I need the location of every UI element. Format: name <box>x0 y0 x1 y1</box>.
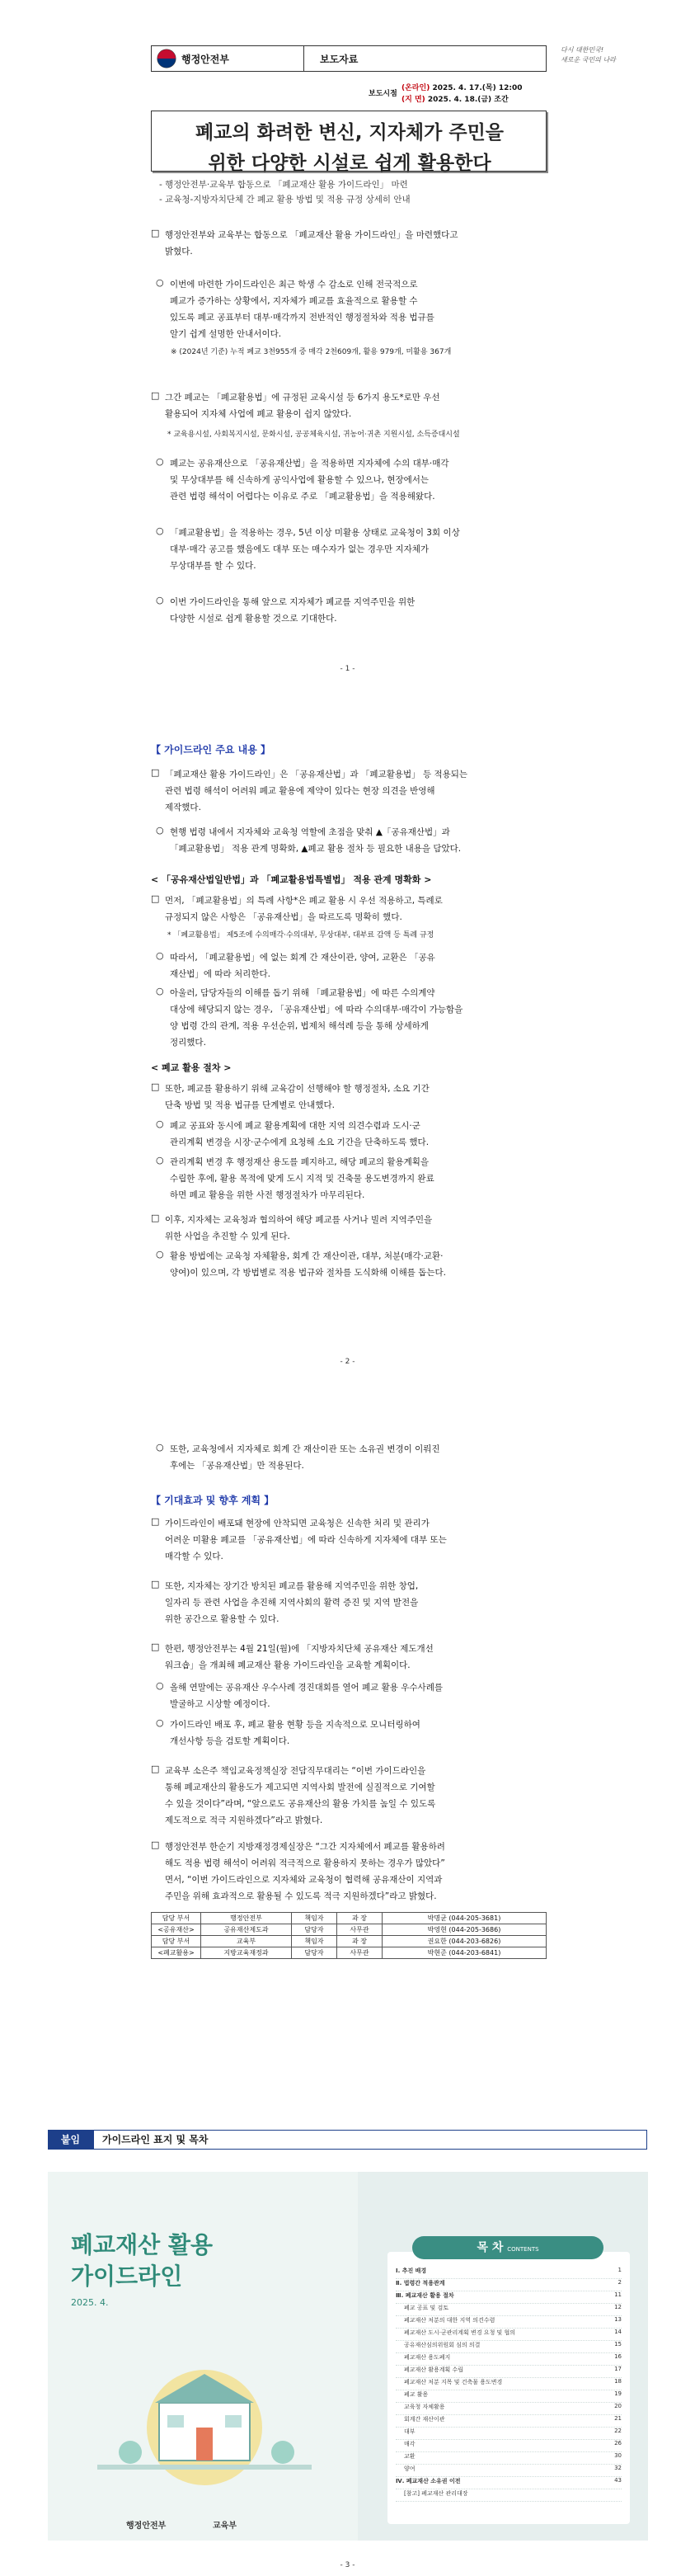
circle-bullet-icon: ○ <box>156 456 164 467</box>
contact-cell: 박현준 (044-203-6841) <box>383 1947 547 1959</box>
embargo-online <box>402 82 523 92</box>
contact-cell: 담당자 <box>292 1924 337 1936</box>
school-illustration-icon <box>81 2329 328 2494</box>
slogan-line-2: 새로운 국민의 나라 <box>561 56 616 64</box>
government-emblem-icon <box>157 49 176 68</box>
p3-2-line: 매각할 수 있다. <box>165 1552 223 1561</box>
circle-bullet-icon: ○ <box>156 1118 164 1129</box>
toc-title: 목 차 <box>477 2241 504 2254</box>
p3-paragraph <box>165 389 552 422</box>
toc-item-page: 26 <box>614 2440 622 2446</box>
contact-cell: 사무관 <box>337 1924 383 1936</box>
toc-item <box>396 2465 622 2477</box>
p3-5-line: 발굴하고 시상할 예정이다. <box>170 1699 270 1709</box>
p2-7-line: 관리계획 변경을 시장·군수에게 요청해 소요 기간을 단축하도록 했다. <box>170 1137 430 1147</box>
p3-3-paragraph <box>165 1578 552 1627</box>
square-bullet-icon: □ <box>151 228 160 238</box>
contact-cell: 과 장 <box>337 1936 383 1947</box>
table-row <box>152 1913 547 1924</box>
p3-line: 그간 폐교는 「폐교활용법」에 규정된 교육시설 등 6가지 용도*로만 우선 <box>165 393 440 403</box>
toc-item-label: 폐교재산 용도폐지 <box>404 2354 451 2361</box>
toc-item-page: 43 <box>614 2477 622 2484</box>
toc-item-page: 11 <box>614 2291 622 2298</box>
p4-line: 및 무상대부를 해 신속하게 공익사업에 활용할 수 있으나, 현장에서는 <box>170 475 430 485</box>
toc-item-label: 폐교재산 처분 지목 및 건축물 용도변경 <box>404 2379 503 2385</box>
contact-table <box>151 1912 547 1959</box>
subtitle-2: - 교육청-지방자치단체 간 폐교 활용 방법 및 적용 규정 상세히 안내 <box>159 195 411 205</box>
p2-4-line: 따라서, 「폐교활용법」에 없는 회계 간 재산이관, 양여, 교환은 「공유 <box>170 953 435 963</box>
p3-8-line: 면서, “이번 가이드라인으로 지자체와 교육청이 협력해 공유재산이 지역과 <box>165 1875 443 1885</box>
contact-cell: <공유재산> <box>152 1924 201 1936</box>
p2-10-line: 활용 방법에는 교육청 자체활용, 회계 간 재산이관, 대부, 처분(매각·교환· <box>170 1251 444 1261</box>
contact-cell: 행정안전부 <box>201 1913 292 1924</box>
p2-9-paragraph <box>165 1212 552 1245</box>
toc-item-label: 교환 <box>404 2453 416 2460</box>
embargo-label: 보도시점 <box>369 90 397 98</box>
p2-10-line: 양여)이 있으며, 각 방법별로 적용 법규와 절차를 도식화해 이해를 돕는다. <box>170 1268 446 1278</box>
p6-line: 다양한 시설로 쉽게 활용할 것으로 기대한다. <box>170 614 337 624</box>
p3-6-paragraph <box>170 1717 553 1750</box>
p2-5-paragraph <box>170 985 553 1051</box>
p2-8-line: 수립한 후에, 활용 목적에 맞게 도시 지적 및 건축물 용도변경까지 완료 <box>170 1174 434 1184</box>
p3-5-paragraph <box>170 1679 553 1712</box>
square-bullet-icon: □ <box>151 1081 160 1092</box>
p2-10-paragraph <box>170 1248 553 1281</box>
contact-cell: 박명균 (044-205-3681) <box>383 1913 547 1924</box>
online-date: 2025. 4. 17.(목) 12:00 <box>432 84 523 92</box>
toc-item-page: 17 <box>614 2366 622 2372</box>
p3-2-paragraph <box>165 1515 552 1565</box>
toc-item <box>396 2329 622 2341</box>
paper-tag: (지 면) <box>402 96 425 104</box>
contact-cell: <폐교활용> <box>152 1947 201 1959</box>
toc-item-page: 20 <box>614 2403 622 2409</box>
circle-bullet-icon: ○ <box>156 1249 164 1260</box>
p2-1-line: 「폐교재산 활용 가이드라인」은 「공유재산법」과 「폐교활용법」 등 적용되는 <box>165 770 468 779</box>
cover-date: 2025. 4. <box>71 2297 109 2308</box>
contact-cell: 책임자 <box>292 1936 337 1947</box>
circle-bullet-icon: ○ <box>156 825 164 836</box>
contact-cell: 지방교육재정과 <box>201 1947 292 1959</box>
p3-4-paragraph <box>165 1641 552 1674</box>
toc-item-page: 16 <box>614 2353 622 2360</box>
subtitle-1: - 행정안전부·교육부 합동으로 「폐교재산 활용 가이드라인」 마련 <box>159 180 408 190</box>
toc-item <box>396 2428 622 2440</box>
p3-7-line: 통해 폐교재산의 활용도가 제고되면 지역사회 발전에 실질적으로 기여할 <box>165 1782 435 1792</box>
title-line-2: 위한 다양한 시설로 쉽게 활용한다 <box>208 153 491 174</box>
paper-date: 2025. 4. 18.(금) 조간 <box>427 96 509 104</box>
contact-cell: 교육부 <box>201 1936 292 1947</box>
p2-1-line: 제작했다. <box>165 803 201 812</box>
p3-2-line: 어려운 미활용 폐교를 「공유재산법」에 따라 신속하게 지자체에 대부 또는 <box>165 1535 447 1545</box>
toc-item <box>396 2415 622 2428</box>
contact-cell: 담당 부서 <box>152 1913 201 1924</box>
cover-org-2: 교육부 <box>213 2522 237 2531</box>
toc-item-page: 30 <box>614 2452 622 2459</box>
toc-item-label: 폐교재산 도시·군관리계획 변경 요청 및 협의 <box>404 2329 516 2336</box>
p2-line: 폐교가 증가하는 상황에서, 지자체가 폐교를 효율적으로 활용할 수 <box>170 296 418 306</box>
p2-9-line: 위한 사업을 추진할 수 있게 된다. <box>165 1231 290 1241</box>
toc-item <box>396 2390 622 2403</box>
square-bullet-icon: □ <box>151 1764 160 1774</box>
circle-bullet-icon: ○ <box>156 1717 164 1728</box>
toc-item-label: 폐교 활용 <box>404 2391 429 2398</box>
p3-7-line: 제도적으로 적극 지원하겠다”라고 밝혔다. <box>165 1815 323 1825</box>
cover-org-1: 행정안전부 <box>126 2522 167 2531</box>
p2-6-paragraph <box>165 1081 552 1114</box>
toc-item-page: 21 <box>614 2415 622 2422</box>
toc-item-label: 대부 <box>404 2428 416 2435</box>
toc-item-page: 1 <box>618 2267 622 2273</box>
p2-8-line: 하면 폐교 활용을 위한 사전 행정절차가 마무리된다. <box>170 1190 365 1200</box>
section-heading-main-content: 【 가이드라인 주요 내용 】 <box>151 744 271 756</box>
header-divider <box>303 45 304 72</box>
toc-item-label: Ⅳ. 폐교재산 소유권 이전 <box>396 2478 461 2484</box>
toc-item <box>396 2353 622 2366</box>
contact-cell: 담당자 <box>292 1947 337 1959</box>
online-tag: (온라인) <box>402 84 430 92</box>
square-bullet-icon: □ <box>151 1839 160 1850</box>
p3-3-line: 또한, 지자체는 장기간 방치된 폐교를 활용해 지역주민을 위한 창업, <box>165 1581 419 1591</box>
toc-item-page: 2 <box>618 2279 622 2286</box>
table-row <box>152 1924 547 1936</box>
table-row <box>152 1936 547 1947</box>
square-bullet-icon: □ <box>151 390 160 401</box>
contact-cell: 사무관 <box>337 1947 383 1959</box>
toc-heading <box>412 2236 603 2259</box>
p2-4-line: 재산법」에 따라 처리한다. <box>170 969 270 979</box>
section-heading-effects: 【 기대효과 및 향후 계획 】 <box>151 1495 275 1506</box>
guideline-cover <box>48 2172 358 2541</box>
contact-cell: 권요한 (044-203-6826) <box>383 1936 547 1947</box>
note-3: * 「폐교활용법」 제5조에 수의매각·수의대부, 무상대부, 대부료 감액 등 특례 규정 <box>167 931 434 940</box>
toc-item <box>396 2378 622 2390</box>
cover-title-2: 가이드라인 <box>71 2263 183 2290</box>
p3-7-line: 수 있을 것이다”라며, “앞으로도 공유재산의 활용 가치를 높일 수 있도록 <box>165 1799 436 1809</box>
toc-item <box>396 2341 622 2353</box>
p5-paragraph <box>170 525 553 574</box>
toc-item <box>396 2440 622 2452</box>
p1-line: 행정안전부와 교육부는 합동으로 「폐교재산 활용 가이드라인」을 마련했다고 <box>165 230 458 240</box>
toc-item <box>396 2304 622 2316</box>
p2-5-line: 아울러, 담당자들의 이해를 돕기 위해 「폐교활용법」에 따른 수의계약 <box>170 988 435 998</box>
title-line-1: 폐교의 화려한 변신, 지자체가 주민을 <box>195 122 505 144</box>
p2-1-line: 관련 법령 해석이 어려워 폐교 활용에 제약이 있다는 현장 의견을 반영해 <box>165 786 435 796</box>
p3-8-line: 해도 적용 법령 해석이 어려워 적극적으로 활용하지 못하는 경우가 많았다” <box>165 1858 445 1868</box>
p2-7-line: 폐교 공표와 동시에 폐교 활용계획에 대한 지역 의견수렴과 도시·군 <box>170 1121 420 1131</box>
p1-line: 밝혔다. <box>165 247 193 257</box>
square-bullet-icon: □ <box>151 893 160 904</box>
toc-item <box>396 2452 622 2465</box>
p2-paragraph <box>170 276 553 342</box>
toc-item <box>396 2477 622 2489</box>
p5-line: 대부·매각 공고를 했음에도 대부 또는 매수자가 없는 경우만 지자체가 <box>170 544 430 554</box>
toc-item-page: 19 <box>614 2390 622 2397</box>
contact-cell: 담당 부서 <box>152 1936 201 1947</box>
page-number-2: - 2 - <box>340 1358 355 1366</box>
p3-8-line: 행정안전부 한순기 지방재정경제실장은 “그간 지자체에서 폐교를 활용하려 <box>165 1842 445 1852</box>
toc-item-label: 교육청 자체활용 <box>404 2404 445 2410</box>
circle-bullet-icon: ○ <box>156 986 164 996</box>
toc-item <box>396 2291 622 2304</box>
p2-5-line: 양 법령 간의 관계, 적용 우선순위, 법제처 해석례 등을 통해 상세하게 <box>170 1021 429 1031</box>
p5-line: 무상대부를 할 수 있다. <box>170 561 256 571</box>
p3-3-line: 위한 공간으로 활용할 수 있다. <box>165 1614 279 1624</box>
p2-8-paragraph <box>170 1154 553 1203</box>
note-1: ※ (2024년 기준) 누적 폐교 3천955개 중 매각 2천609개, 활용 979개, 미활용 367개 <box>171 348 452 356</box>
p4-line: 관련 법령 해석이 어렵다는 이유로 주로 「폐교활용법」을 적용해왔다. <box>170 492 435 502</box>
square-bullet-icon: □ <box>151 1516 160 1527</box>
embargo-paper <box>402 93 509 104</box>
p2-2-line: 「폐교활용법」 적용 관계 명확화, ▲폐교 활용 절차 등 필요한 내용을 담았다. <box>170 844 462 854</box>
circle-bullet-icon: ○ <box>156 277 164 288</box>
toc-item-page: 14 <box>614 2329 622 2335</box>
appendix-tag: 붙임 <box>48 2130 93 2150</box>
p3-1-line: 또한, 교육청에서 지자체로 회계 간 재산이관 또는 소유권 변경이 이뤄진 <box>170 1444 440 1454</box>
p2-6-line: 단축 방법 및 적용 법규를 단계별로 안내했다. <box>165 1100 335 1110</box>
p2-9-line: 이후, 지자체는 교육청과 협의하여 해당 폐교를 사거나 빌려 지역주민을 <box>165 1215 433 1225</box>
subheading-law-relation: < 「공유재산법일반법」과 「폐교활용법특별법」 적용 관계 명확화 > <box>151 874 432 885</box>
p3-4-line: 워크숍」을 개최해 폐교재산 활용 가이드라인을 교육할 계획이다. <box>165 1660 411 1670</box>
p2-2-paragraph <box>170 824 553 857</box>
p3-5-line: 올해 연말에는 공유재산 우수사례 경진대회를 열어 폐교 활용 우수사례를 <box>170 1683 443 1693</box>
toc-item-page: 15 <box>614 2341 622 2348</box>
p3-1-paragraph <box>170 1441 553 1474</box>
note-2: * 교육용시설, 사회복지시설, 문화시설, 공공체육시설, 귀농어·귀촌 지원시설, 소득증대시설 <box>167 431 460 439</box>
p5-line: 「폐교활용법」을 적용하는 경우, 5년 이상 미활용 상태로 교육청이 3회 이상 <box>170 528 460 538</box>
p6-line: 이번 가이드라인을 통해 앞으로 지자체가 폐교를 지역주민을 위한 <box>170 597 416 607</box>
p3-8-line: 주민을 위해 효과적으로 활용될 수 있도록 적극 지원하겠다”라고 밝혔다. <box>165 1891 437 1901</box>
toc-item <box>396 2366 622 2378</box>
toc-item-page: 32 <box>614 2465 622 2471</box>
circle-bullet-icon: ○ <box>156 950 164 961</box>
p3-1-line: 후에는 「공유재산법」만 적용된다. <box>170 1461 304 1471</box>
p3-6-line: 가이드라인 배포 후, 폐교 활용 현황 등을 지속적으로 모니터링하여 <box>170 1720 420 1730</box>
title-box <box>151 111 547 172</box>
p2-6-line: 또한, 폐교를 활용하기 위해 교육감이 선행해야 할 행정절차, 소요 기간 <box>165 1084 430 1094</box>
p2-line: 알기 쉽게 설명한 안내서이다. <box>170 329 282 339</box>
page-number-1: - 1 - <box>340 665 355 673</box>
p3-8-paragraph <box>165 1839 552 1905</box>
p3-7-paragraph <box>165 1763 552 1829</box>
toc-item <box>396 2279 622 2291</box>
p2-7-paragraph <box>170 1118 553 1151</box>
circle-bullet-icon: ○ <box>156 1442 164 1453</box>
p2-5-line: 정리했다. <box>170 1038 206 1048</box>
p2-4-paragraph <box>170 949 553 982</box>
toc-item <box>396 2316 622 2329</box>
subheading-procedure: < 폐교 활용 절차 > <box>151 1062 232 1073</box>
page-number-3: - 3 - <box>340 2561 355 2569</box>
p2-line: 이번에 마련한 가이드라인은 최근 학생 수 감소로 인해 전국적으로 <box>170 280 418 290</box>
p2-3-line: 규정되지 않은 사항은 「공유재산법」을 따르도록 명확히 했다. <box>165 912 402 922</box>
table-row <box>152 1947 547 1959</box>
toc-item <box>396 2403 622 2415</box>
toc-item-label: 공유재산심의위원회 심의 의결 <box>404 2342 481 2348</box>
cover-title-1: 폐교재산 활용 <box>71 2231 214 2258</box>
toc-list <box>396 2267 622 2502</box>
toc-item-label: 폐교재산 처분의 대한 지역 의견수렴 <box>404 2317 495 2324</box>
p2-line: 있도록 폐교 공표부터 대부·매각까지 전반적인 행정절차와 적용 법규를 <box>170 313 434 323</box>
toc-item-page: 13 <box>614 2316 622 2323</box>
p3-6-line: 개선사항 등을 검토할 계획이다. <box>170 1736 290 1746</box>
p1-paragraph <box>165 227 552 260</box>
square-bullet-icon: □ <box>151 767 160 778</box>
header-org: 행정안전부 <box>181 54 229 65</box>
square-bullet-icon: □ <box>151 1213 160 1223</box>
appendix-title: 가이드라인 표지 및 목차 <box>93 2130 647 2150</box>
circle-bullet-icon: ○ <box>156 1680 164 1691</box>
square-bullet-icon: □ <box>151 1579 160 1589</box>
p3-4-line: 한편, 행정안전부는 4월 21일(월)에 「지방자치단체 공유재산 제도개선 <box>165 1644 434 1654</box>
contact-cell: 책임자 <box>292 1913 337 1924</box>
toc-item <box>396 2267 622 2279</box>
toc-subtitle: CONTENTS <box>507 2246 539 2253</box>
p2-3-line: 먼저, 「폐교활용법」의 특례 사항*은 폐교 활용 시 우선 적용하고, 특례로 <box>165 896 443 906</box>
header-release-label: 보도자료 <box>320 54 359 65</box>
header-slogan <box>561 45 616 65</box>
slogan-line-1: 다시 대한민국! <box>561 46 604 54</box>
p2-3-paragraph <box>165 892 552 925</box>
circle-bullet-icon: ○ <box>156 525 164 536</box>
p4-line: 폐교는 공유재산으로 「공유재산법」을 적용하면 지자체에 수의 대부·매각 <box>170 459 449 469</box>
p4-paragraph <box>170 455 553 505</box>
toc-item-page: 22 <box>614 2428 622 2434</box>
toc-item <box>396 2489 622 2502</box>
toc-item-label: Ⅱ. 법령간 적용관계 <box>396 2280 445 2286</box>
toc-item-page: 18 <box>614 2378 622 2385</box>
toc-item-label: Ⅰ. 추진 배경 <box>396 2268 427 2274</box>
toc-item-label: 회계간 재산이관 <box>404 2416 445 2423</box>
toc-item-label: 매각 <box>404 2441 416 2447</box>
toc-item-label: 폐교재산 활용계획 수립 <box>404 2366 464 2373</box>
p3-7-line: 교육부 소은주 책임교육정책실장 전담직무대리는 “이번 가이드라인을 <box>165 1766 426 1776</box>
contact-cell: 박영현 (044-205-3686) <box>383 1924 547 1936</box>
contact-cell: 공유재산제도과 <box>201 1924 292 1936</box>
toc-item-page: 12 <box>614 2304 622 2310</box>
p6-paragraph <box>170 594 553 627</box>
p3-line: 활용되어 지자체 사업에 폐교 활용이 쉽지 않았다. <box>165 409 352 419</box>
circle-bullet-icon: ○ <box>156 595 164 605</box>
circle-bullet-icon: ○ <box>156 1155 164 1166</box>
contact-cell: 과 장 <box>337 1913 383 1924</box>
toc-item-label: 폐교 공표 및 검토 <box>404 2305 449 2311</box>
p2-8-line: 관리계획 변경 후 행정재산 용도를 폐지하고, 해당 폐교의 활용계획을 <box>170 1157 430 1167</box>
p2-1-paragraph <box>165 766 552 816</box>
toc-item-label: [참고] 폐교재산 관리대장 <box>404 2490 468 2497</box>
p2-5-line: 대상에 해당되지 않는 경우, 「공유재산법」에 따라 수의대부·매각이 가능함을 <box>170 1005 463 1015</box>
p3-3-line: 일자리 등 관련 사업을 추진해 지역사회의 활력 증진 및 지역 발전을 <box>165 1598 419 1608</box>
toc-item-label: 양여 <box>404 2465 416 2472</box>
toc-item-label: Ⅲ. 폐교재산 활용 절차 <box>396 2292 454 2299</box>
p2-2-line: 현행 법령 내에서 지자체와 교육청 역할에 초점을 맞춰 ▲「공유재산법」과 <box>170 827 450 837</box>
square-bullet-icon: □ <box>151 1641 160 1652</box>
p3-2-line: 가이드라인이 배포돼 현장에 안착되면 교육청은 신속한 처리 및 관리가 <box>165 1519 430 1528</box>
